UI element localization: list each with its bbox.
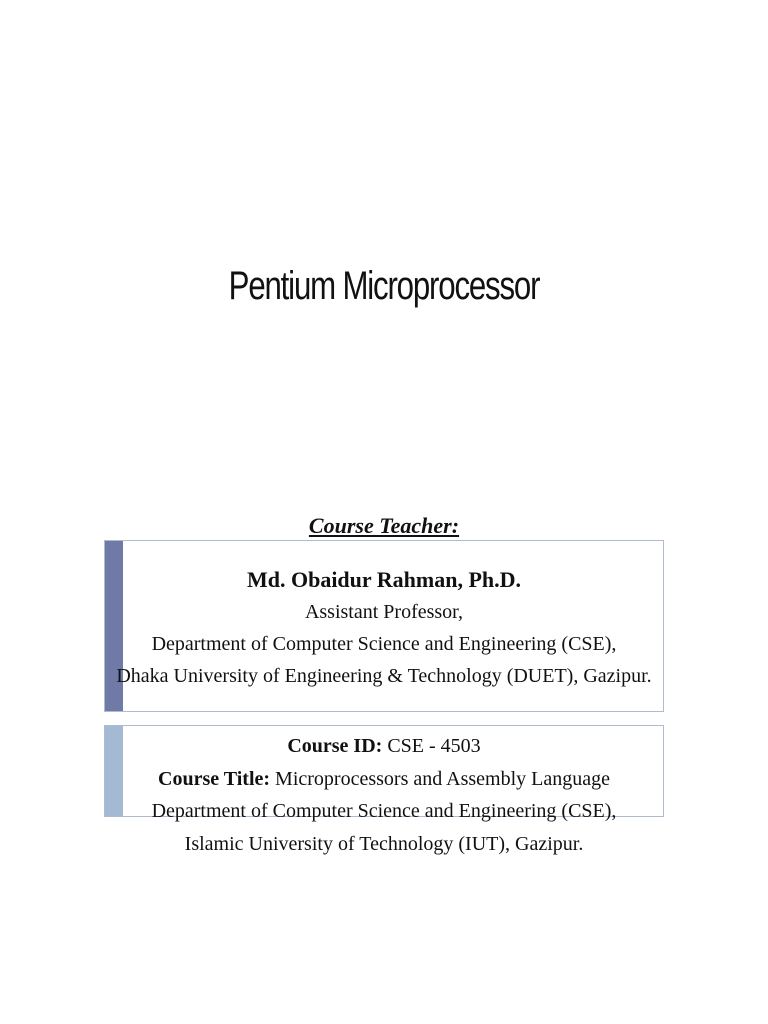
course-department: Department of Computer Science and Engineering (CSE), (151, 800, 617, 822)
course-title-line (0, 763, 768, 796)
teacher-name: Md. Obaidur Rahman, Ph.D. (246, 567, 522, 592)
course-institution: Islamic University of Technology (IUT), Gazipur. (184, 832, 584, 855)
course-title-label: Course Title: (158, 767, 271, 790)
teacher-position: Assistant Professor, (304, 601, 464, 623)
teacher-department: Department of Computer Science and Engineering (CSE), (151, 633, 617, 655)
teacher-details (0, 564, 768, 692)
course-id-value: CSE - 4503 (382, 735, 481, 757)
course-details (0, 730, 768, 860)
slide-title: Pentium Microprocessor (228, 264, 540, 308)
teacher-institution: Dhaka University of Engineering & Technology (DUET), Gazipur. (116, 665, 652, 687)
course-title-value: Microprocessors and Assembly Language (270, 767, 610, 790)
course-id-label: Course ID: (287, 735, 383, 757)
course-id-line (0, 730, 768, 763)
course-teacher-heading: Course Teacher: (308, 513, 460, 538)
